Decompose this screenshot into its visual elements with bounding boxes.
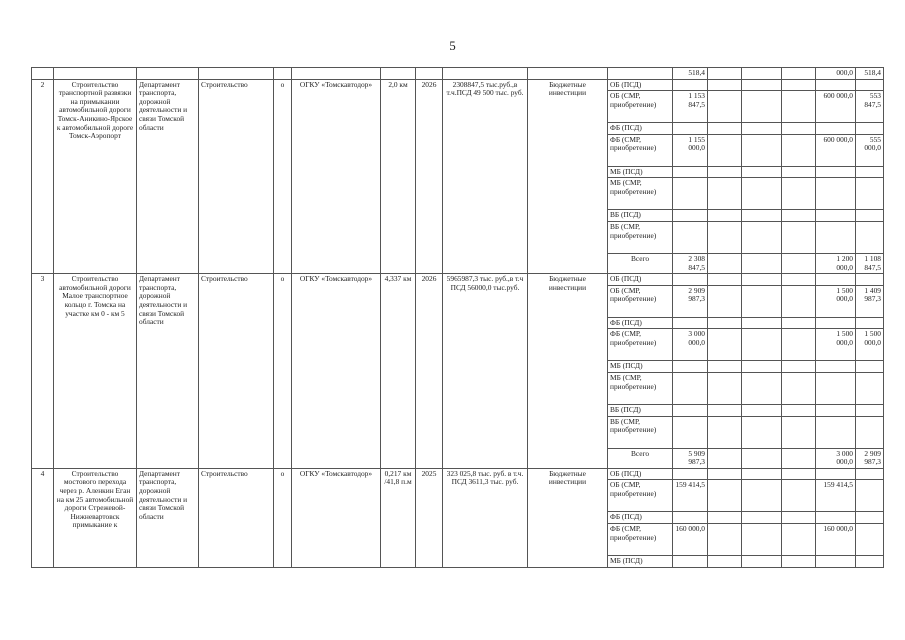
empty-cell [742,480,782,512]
cell-total [673,468,708,480]
cell-year1 [816,361,856,373]
empty-cell [708,480,742,512]
empty-cell [708,523,742,555]
empty-cell [782,274,816,286]
empty-cell [708,210,742,222]
empty-cell [742,285,782,317]
funding-source: Всего [608,253,673,273]
empty-cell [416,68,443,80]
empty-cell [742,134,782,166]
empty-cell [708,274,742,286]
cell-total: 1 153 847,5 [673,91,708,123]
row-number: 3 [32,274,54,469]
cell-year1: 159 414,5 [816,480,856,512]
cell-total: 5 909 987,3 [673,448,708,468]
cell-total: 3 000 000,0 [673,329,708,361]
empty-cell [782,123,816,135]
cell-year1 [816,404,856,416]
empty-cell [708,221,742,253]
cell-year2: 555 000,0 [856,134,884,166]
cell-year1: 160 000,0 [816,523,856,555]
cell-total [673,178,708,210]
empty-cell [782,68,816,80]
empty-cell [742,166,782,178]
empty-cell [742,274,782,286]
empty-cell [708,361,742,373]
empty-cell [742,123,782,135]
cell-year2 [856,317,884,329]
empty-cell [708,448,742,468]
empty-cell [782,480,816,512]
cell-total [673,404,708,416]
cell-year1 [816,123,856,135]
cell-year2 [856,416,884,448]
cell-year2 [856,480,884,512]
empty-cell [742,404,782,416]
cell-year2 [856,404,884,416]
cell-year1 [816,512,856,524]
empty-cell [782,468,816,480]
funding-source: ОБ (СМР, приобретение) [608,480,673,512]
funding-source: ОБ (СМР, приобретение) [608,91,673,123]
empty-cell [708,79,742,91]
empty-cell [782,416,816,448]
funding-source: МБ (ПСД) [608,361,673,373]
customer: ОГКУ «Томскавтодор» [292,79,381,274]
capacity: 4,337 км [381,274,416,469]
cell-year2 [856,166,884,178]
year: 2026 [416,79,443,274]
cell-year2 [856,555,884,567]
empty-cell [32,68,54,80]
cell-total: 2 909 987,3 [673,285,708,317]
cell-year2: 2 909 987,3 [856,448,884,468]
empty-cell [782,253,816,273]
empty-cell [742,448,782,468]
cell-year1 [816,416,856,448]
funding-source: ФБ (ПСД) [608,317,673,329]
empty-cell [708,468,742,480]
empty-cell [708,134,742,166]
empty-cell [782,448,816,468]
empty-cell [782,178,816,210]
year: 2025 [416,468,443,567]
object-name: Строительство транспортной развязки на примыкании автомобильной дороги Томск-Аникино-Ярское к автомобильной дороге Томск-Аэропорт [54,79,137,274]
investment-kind: Бюджетные инвестиции [528,79,608,274]
department: Департамент транспорта, дорожной деятельности и связи Томской области [137,274,199,469]
empty-cell [782,166,816,178]
cell-year1: 1 500 000,0 [816,285,856,317]
cell-year1 [816,317,856,329]
empty-cell [608,68,673,80]
cell-year2 [856,372,884,404]
funding-source: ФБ (СМР, приобретение) [608,329,673,361]
investment-table [31,67,884,568]
cell-total [673,512,708,524]
cell-total [673,361,708,373]
empty-cell [782,361,816,373]
empty-cell [742,555,782,567]
empty-cell [292,68,381,80]
empty-cell [782,329,816,361]
empty-cell [381,68,416,80]
cell-total: 518,4 [673,68,708,80]
cell-year1 [816,79,856,91]
empty-cell [782,79,816,91]
cell-year2 [856,210,884,222]
empty-cell [782,221,816,253]
empty-cell [742,79,782,91]
cell-year2: 518,4 [856,68,884,80]
cell-total [673,317,708,329]
cell-year1: 600 000,0 [816,91,856,123]
funding-source: ФБ (СМР, приобретение) [608,523,673,555]
row-number: 2 [32,79,54,274]
empty-cell [742,91,782,123]
funding-source: ВБ (ПСД) [608,210,673,222]
cell-total [673,166,708,178]
flag-cell: о [274,274,292,469]
funding-source: ФБ (ПСД) [608,123,673,135]
cell-year2 [856,79,884,91]
empty-cell [708,372,742,404]
object-name: Строительство мостового перехода через р. Аленкин Еган на км 25 автомобильной дороги Стрежевой-Нижневартовск примыкание к [54,468,137,567]
empty-cell [742,416,782,448]
empty-cell [708,91,742,123]
customer: ОГКУ «Томскавтодор» [292,468,381,567]
work-type: Строительство [199,79,274,274]
department: Департамент транспорта, дорожной деятельности и связи Томской области [137,79,199,274]
year: 2026 [416,274,443,469]
estimated-cost: 323 025,8 тыс. руб. в т.ч. ПСД 3611,3 тыс. руб. [443,468,528,567]
cell-total [673,416,708,448]
empty-cell [742,317,782,329]
cell-total: 1 155 000,0 [673,134,708,166]
empty-cell [528,68,608,80]
empty-cell [708,555,742,567]
funding-source: МБ (ПСД) [608,166,673,178]
object-name: Строительство автомобильной дороги Малое транспортное кольцо г. Томска на участке км 0 - км 5 [54,274,137,469]
empty-cell [782,317,816,329]
row-number: 4 [32,468,54,567]
empty-cell [742,68,782,80]
funding-source: ВБ (ПСД) [608,404,673,416]
empty-cell [782,523,816,555]
cell-year1: 1 500 000,0 [816,329,856,361]
empty-cell [742,361,782,373]
page-number: 5 [449,38,456,53]
estimated-cost: 5965987,3 тыс. руб.,в т.ч ПСД 56000,0 тыс.руб. [443,274,528,469]
empty-cell [742,178,782,210]
empty-cell [708,166,742,178]
empty-cell [199,68,274,80]
cell-year2 [856,221,884,253]
cell-total [673,274,708,286]
cell-total [673,210,708,222]
funding-source: ФБ (СМР, приобретение) [608,134,673,166]
cell-year2: 1 108 847,5 [856,253,884,273]
table-row [32,468,884,480]
empty-cell [708,253,742,273]
investment-kind: Бюджетные инвестиции [528,274,608,469]
empty-cell [782,285,816,317]
empty-cell [782,91,816,123]
cell-total [673,372,708,404]
empty-cell [782,404,816,416]
cell-year2: 553 847,5 [856,91,884,123]
cell-total: 159 414,5 [673,480,708,512]
flag-cell: о [274,468,292,567]
cell-year1 [816,221,856,253]
cell-year2 [856,178,884,210]
cell-total [673,123,708,135]
empty-cell [742,253,782,273]
funding-source: ВБ (СМР, приобретение) [608,416,673,448]
cell-year1 [816,210,856,222]
funding-source: ВБ (СМР, приобретение) [608,221,673,253]
funding-source: ОБ (ПСД) [608,274,673,286]
empty-cell [137,68,199,80]
empty-cell [708,512,742,524]
empty-cell [443,68,528,80]
empty-cell [708,416,742,448]
empty-cell [742,221,782,253]
cell-year1 [816,166,856,178]
empty-cell [708,329,742,361]
capacity: 0,217 км /41,8 п.м [381,468,416,567]
cell-year2 [856,123,884,135]
cell-year1 [816,555,856,567]
cell-year2 [856,468,884,480]
empty-cell [742,523,782,555]
cell-total: 2 308 847,5 [673,253,708,273]
cell-total [673,79,708,91]
empty-cell [782,555,816,567]
table-row [32,274,884,286]
department: Департамент транспорта, дорожной деятельности и связи Томской области [137,468,199,567]
capacity: 2,0 км [381,79,416,274]
empty-cell [782,134,816,166]
empty-cell [742,329,782,361]
empty-cell [274,68,292,80]
cell-year2 [856,274,884,286]
empty-cell [708,178,742,210]
cell-year1: 600 000,0 [816,134,856,166]
funding-source: МБ (СМР, приобретение) [608,372,673,404]
empty-cell [54,68,137,80]
funding-source: МБ (СМР, приобретение) [608,178,673,210]
empty-cell [742,468,782,480]
table-row [32,68,884,80]
cell-year1 [816,468,856,480]
empty-cell [782,372,816,404]
funding-source: ОБ (ПСД) [608,468,673,480]
cell-year1: 000,0 [816,68,856,80]
empty-cell [708,68,742,80]
cell-year2 [856,361,884,373]
customer: ОГКУ «Томскавтодор» [292,274,381,469]
empty-cell [742,512,782,524]
empty-cell [782,210,816,222]
cell-year1 [816,178,856,210]
funding-source: МБ (ПСД) [608,555,673,567]
cell-total [673,221,708,253]
empty-cell [708,123,742,135]
flag-cell: о [274,79,292,274]
work-type: Строительство [199,274,274,469]
cell-year2: 1 500 000,0 [856,329,884,361]
cell-year2 [856,512,884,524]
cell-year2: 1 409 987,3 [856,285,884,317]
empty-cell [742,210,782,222]
funding-source: ОБ (СМР, приобретение) [608,285,673,317]
empty-cell [708,404,742,416]
funding-source: ОБ (ПСД) [608,79,673,91]
cell-total: 160 000,0 [673,523,708,555]
work-type: Строительство [199,468,274,567]
investment-kind: Бюджетные инвестиции [528,468,608,567]
estimated-cost: 2308847,5 тыс.руб.,в т.ч.ПСД 49 500 тыс. руб. [443,79,528,274]
cell-year1 [816,372,856,404]
cell-year1 [816,274,856,286]
empty-cell [742,372,782,404]
empty-cell [708,285,742,317]
funding-source: ФБ (ПСД) [608,512,673,524]
cell-year1: 3 000 000,0 [816,448,856,468]
cell-year1: 1 200 000,0 [816,253,856,273]
funding-source: Всего [608,448,673,468]
table-row [32,79,884,91]
empty-cell [708,317,742,329]
cell-year2 [856,523,884,555]
cell-total [673,555,708,567]
empty-cell [782,512,816,524]
